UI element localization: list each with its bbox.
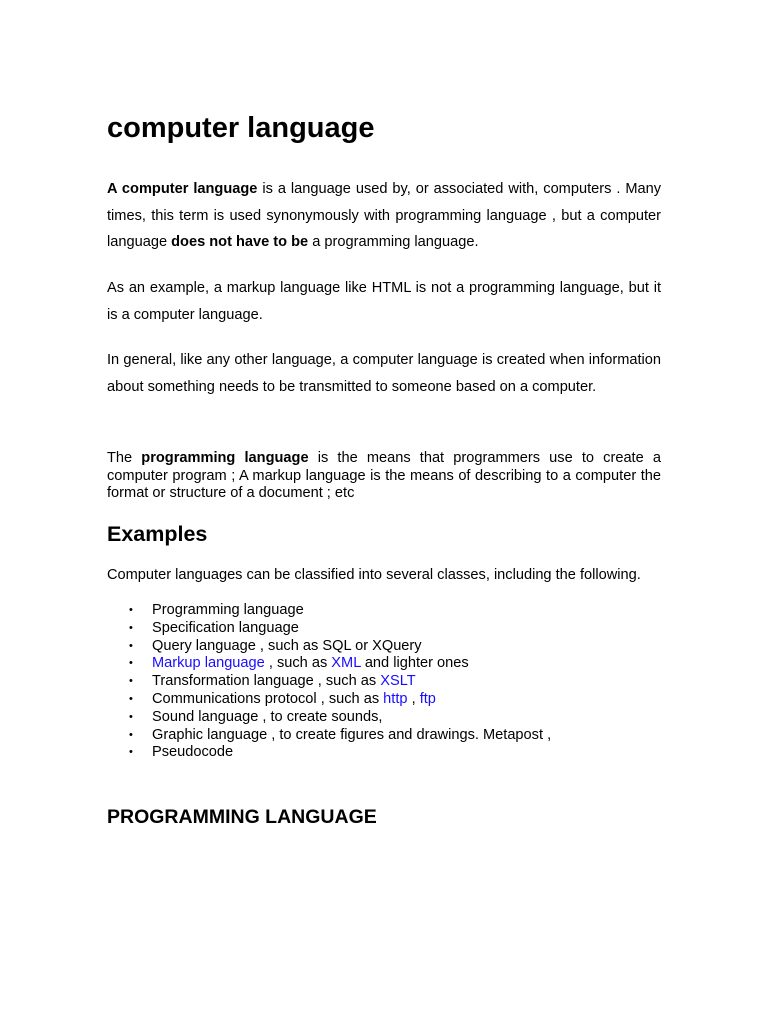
bullet-icon: • [129,639,133,652]
bold-phrase: does not have to be [171,234,309,251]
xml-link[interactable]: XML [331,655,361,672]
ftp-link[interactable]: ftp [419,690,436,707]
paragraph-definition [107,176,661,256]
paragraph-general: In general, like any other language, a computer language is created when information about something needs to be transmitted to someone based on a computer. [107,352,661,395]
bullet-icon: • [129,728,133,741]
list-item: • Query language , such as SQL or XQuery [129,637,422,654]
bullet-icon: • [129,692,133,705]
language-classes-list [107,602,551,762]
paragraph-programming [107,450,661,503]
examples-intro: Computer languages can be classified into several classes, including the following. [107,567,641,583]
page-title: computer language [107,112,375,144]
list-item: • Specification language [129,619,299,636]
paragraph-text: is a language used by, or associated with, computers . Many times, this term is used synonymously with programming language , but a computer language [107,181,662,251]
bullet-icon: • [129,657,133,670]
list-item: • Programming language [129,602,304,618]
xslt-link[interactable]: XSLT [380,673,416,690]
bullet-icon: • [129,675,133,688]
paragraph-text: is the means that programmers use to create a computer program ; A markup language is the means of describing to a computer the format or structure of a document ; etc [107,450,661,502]
list-item: • Markup language , such as XML and lighter ones [129,655,469,672]
bold-term-programming-language: programming language [141,450,309,466]
bullet-icon: • [129,746,133,759]
list-item: • Graphic language , to create figures and drawings. Metapost , [129,726,552,743]
paragraph-example: As an example, a markup language like HTML is not a programming language, but it is a computer language. [107,280,661,323]
bullet-icon: • [129,710,133,723]
list-item: • Sound language , to create sounds, [129,708,383,725]
list-item: • Pseudocode [129,744,234,761]
bold-term-computer-language: A computer language [107,181,258,197]
bullet-icon: • [129,621,133,634]
programming-language-heading: PROGRAMMING LANGUAGE [107,806,377,828]
examples-heading: Examples [107,522,208,546]
bullet-icon: • [129,604,133,616]
paragraph-text: The [107,450,142,466]
list-item: • Communications protocol , such as http , ftp [129,690,436,707]
http-link[interactable]: http [383,690,408,707]
list-item: • Transformation language , such as XSLT [129,673,416,690]
paragraph-text: a programming language. [308,234,479,251]
markup-language-link[interactable]: Markup language [152,655,265,672]
